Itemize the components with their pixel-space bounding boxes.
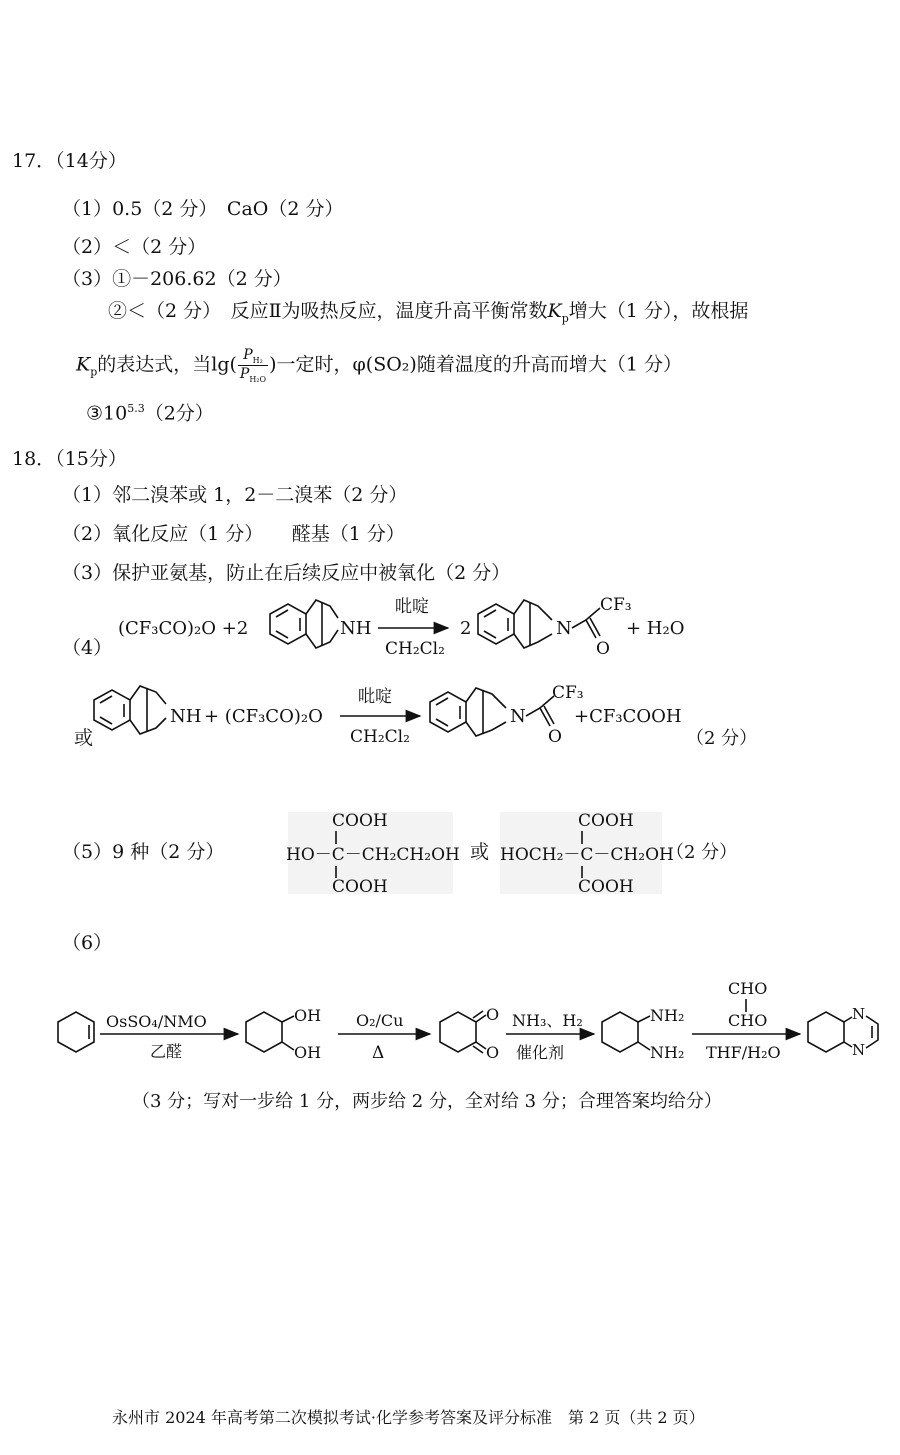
- step2-condition-bottom: Δ: [372, 1043, 385, 1063]
- q17-part1: （1）0.5（2 分） CaO（2 分）: [62, 198, 344, 220]
- benzazepine-amine-structure: [270, 600, 338, 648]
- part5-score: （2 分）: [666, 842, 738, 863]
- part5-label: （5）9 种（2 分）: [62, 841, 225, 863]
- eq2-condition-bottom: CH₂Cl₂: [350, 727, 410, 747]
- eq1-n: N: [556, 618, 572, 639]
- nitrogen-label: N: [852, 1041, 866, 1059]
- p-symbol: P: [243, 347, 253, 363]
- nitrogen-label: N: [852, 1005, 866, 1023]
- q17-header: 17．（14分）: [12, 150, 127, 172]
- step4-condition-bottom: THF/H₂O: [706, 1043, 781, 1062]
- structure2-top: COOH: [578, 811, 634, 831]
- structure2-bottom: COOH: [578, 877, 634, 897]
- trifluoroacetyl-benzazepine-structure: [478, 600, 600, 648]
- eq2-n: N: [510, 706, 526, 727]
- eq1-nh: NH: [340, 618, 372, 639]
- q17-expression-text: 的表达式，当lg(: [97, 353, 237, 376]
- cyclohexanedione-structure: [440, 1011, 486, 1053]
- kp-subscript: p: [90, 365, 98, 379]
- q18-header: 18．（15分）: [12, 448, 127, 470]
- eq2-condition-top: 吡啶: [358, 687, 392, 707]
- benzazepine-amine-structure: [94, 686, 166, 734]
- amine-label: NH₂: [650, 1006, 685, 1025]
- part4-score: （2 分）: [686, 728, 758, 749]
- structure1-top: COOH: [332, 811, 388, 831]
- hydroxyl-label: OH: [294, 1043, 322, 1062]
- kp-symbol: K: [76, 353, 91, 376]
- p-symbol: P: [239, 365, 250, 382]
- step2-condition-top: O₂/Cu: [356, 1011, 404, 1030]
- step3-condition-top: NH₃、H₂: [512, 1011, 583, 1030]
- step1-condition-bottom: 乙醛: [150, 1042, 183, 1061]
- q18-part3: （3）保护亚氨基，防止在后续反应中被氧化（2 分）: [62, 562, 511, 584]
- cyclohexene-structure: [58, 1012, 94, 1052]
- q18-part2: （2）氧化反应（1 分） 醛基（1 分）: [62, 523, 405, 545]
- power-exponent: 5.3: [127, 402, 145, 415]
- eq2-nh: NH: [170, 706, 202, 727]
- score: （2分）: [144, 402, 214, 425]
- eq2-reagent: + (CF₃CO)₂O: [204, 706, 323, 727]
- carbonyl-o-label: O: [486, 1005, 500, 1024]
- q17-part3: （3）①－206.62（2 分）: [62, 268, 292, 290]
- q17-part3-2-tail: 增大（1 分），故根据: [568, 300, 749, 322]
- or-label: 或: [470, 841, 490, 863]
- hydroxyl-label: OH: [294, 1006, 322, 1025]
- eq1-tail: + H₂O: [626, 618, 685, 639]
- part4-label: （4）: [62, 637, 113, 659]
- p-subscript: H₂O: [249, 374, 267, 384]
- kp-subscript: p: [561, 311, 569, 325]
- q17-expression-tail: )一定时，φ(SO₂)随着温度的升高而增大（1 分）: [269, 353, 682, 376]
- amine-label: NH₂: [650, 1043, 685, 1062]
- p-subscript: H₂: [252, 355, 263, 365]
- cyclohexanediol-structure: [246, 1012, 294, 1052]
- cyclohexanediamine-structure: [602, 1012, 650, 1052]
- eq1-cf3: CF₃: [600, 595, 632, 615]
- power-base: ③10: [86, 402, 128, 425]
- q17-part3-2-text: ②＜（2 分） 反应Ⅱ为吸热反应，温度升高平衡常数: [108, 300, 548, 322]
- step4-reagent-bottom: CHO: [728, 1011, 768, 1030]
- eq2-tail: +CF₃COOH: [574, 706, 682, 727]
- step1-condition-top: OsSO₄/NMO: [106, 1012, 207, 1031]
- structure1-middle: HO－C－CH₂CH₂OH: [286, 845, 460, 865]
- tetrahydroquinoxaline-structure: [808, 1012, 878, 1052]
- trifluoroacetyl-benzazepine-structure: [430, 688, 554, 736]
- step4-reagent-top: CHO: [728, 979, 768, 998]
- carbonyl-o-label: O: [486, 1043, 500, 1062]
- eq2-cf3: CF₃: [552, 683, 584, 703]
- structure1-bottom: COOH: [332, 877, 388, 897]
- or-label: 或: [74, 727, 94, 749]
- eq1-condition-bottom: CH₂Cl₂: [385, 639, 445, 659]
- eq2-o: O: [548, 727, 562, 747]
- part6-scoring-note: （3 分；写对一步给 1 分，两步给 2 分，全对给 3 分；合理答案均给分）: [132, 1091, 722, 1112]
- structure2-middle: HOCH₂－C－CH₂OH: [500, 845, 674, 865]
- eq1-reagent: (CF₃CO)₂O +2: [118, 618, 249, 639]
- kp-symbol: K: [547, 300, 562, 322]
- step3-condition-bottom: 催化剂: [516, 1043, 565, 1062]
- eq1-o: O: [596, 639, 610, 659]
- eq1-coefficient: 2: [460, 618, 472, 639]
- part6-label: （6）: [62, 932, 113, 954]
- q17-part2: （2）＜（2 分）: [62, 236, 207, 258]
- page-footer: 永州市 2024 年高考第二次模拟考试·化学参考答案及评分标准 第 2 页（共 2 页）: [112, 1408, 705, 1427]
- eq1-condition-top: 吡啶: [395, 597, 429, 617]
- q18-part1: （1）邻二溴苯或 1，2－二溴苯（2 分）: [62, 484, 408, 506]
